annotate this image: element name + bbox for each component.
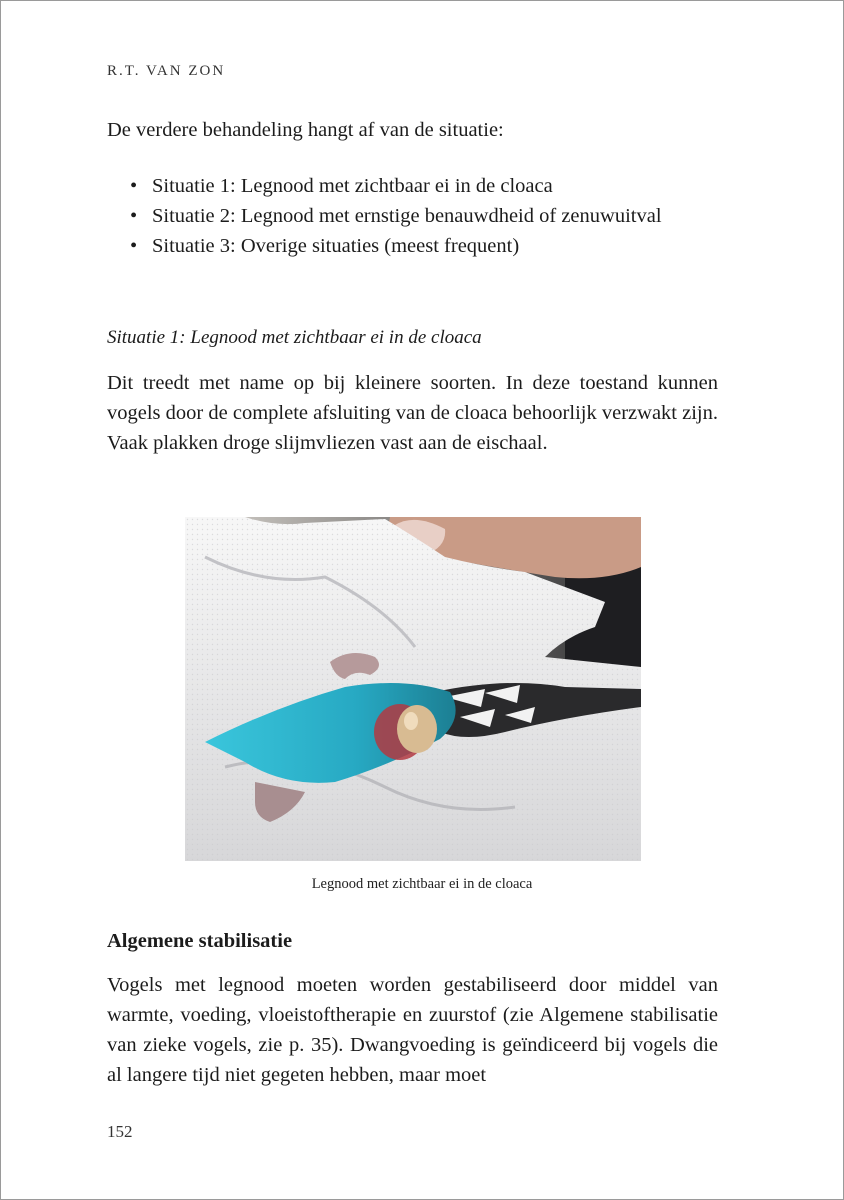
body-paragraph: Dit treedt met name op bij kleinere soorten. In deze toestand kunnen vogels door de complete afsluiting van de cloaca behoorlijk verzwakt zijn. Vaak plakken droge slijmvliezen vast aan de eischaal. xyxy=(107,372,718,454)
bullet-icon: • xyxy=(130,205,138,227)
list-item-text: Situatie 1: Legnood met zichtbaar ei in de cloaca xyxy=(152,175,553,197)
list-item-text: Situatie 3: Overige situaties (meest frequent) xyxy=(152,235,520,257)
list-item xyxy=(130,171,690,201)
bullet-icon: • xyxy=(130,235,138,257)
list-item xyxy=(130,231,690,261)
figure-photo xyxy=(185,517,641,861)
list-item xyxy=(130,201,690,231)
intro-sentence: De verdere behandeling hangt af van de situatie: xyxy=(107,119,504,141)
situation-list xyxy=(130,171,690,261)
figure-caption: Legnood met zichtbaar ei in de cloaca xyxy=(311,876,533,892)
bird-photo-illustration xyxy=(185,517,641,861)
section-heading: Algemene stabilisatie xyxy=(107,930,293,952)
sub-heading: Situatie 1: Legnood met zichtbaar ei in de cloaca xyxy=(107,327,482,348)
body-paragraph: Vogels met legnood moeten worden gestabiliseerd door middel van warmte, voeding, vloeistoftherapie en zuurstof (zie Algemene stabilisatie van zieke vogels, zie p. 35). Dwangvoeding is geïndiceerd bij vogels die al langere tijd niet gegeten hebben, maar moet xyxy=(107,974,718,1086)
list-item-text: Situatie 2: Legnood met ernstige benauwdheid of zenuwuitval xyxy=(152,205,662,227)
page-number: 152 xyxy=(107,1122,133,1141)
bullet-icon: • xyxy=(130,175,138,197)
running-head: R.T. VAN ZON xyxy=(107,63,226,79)
